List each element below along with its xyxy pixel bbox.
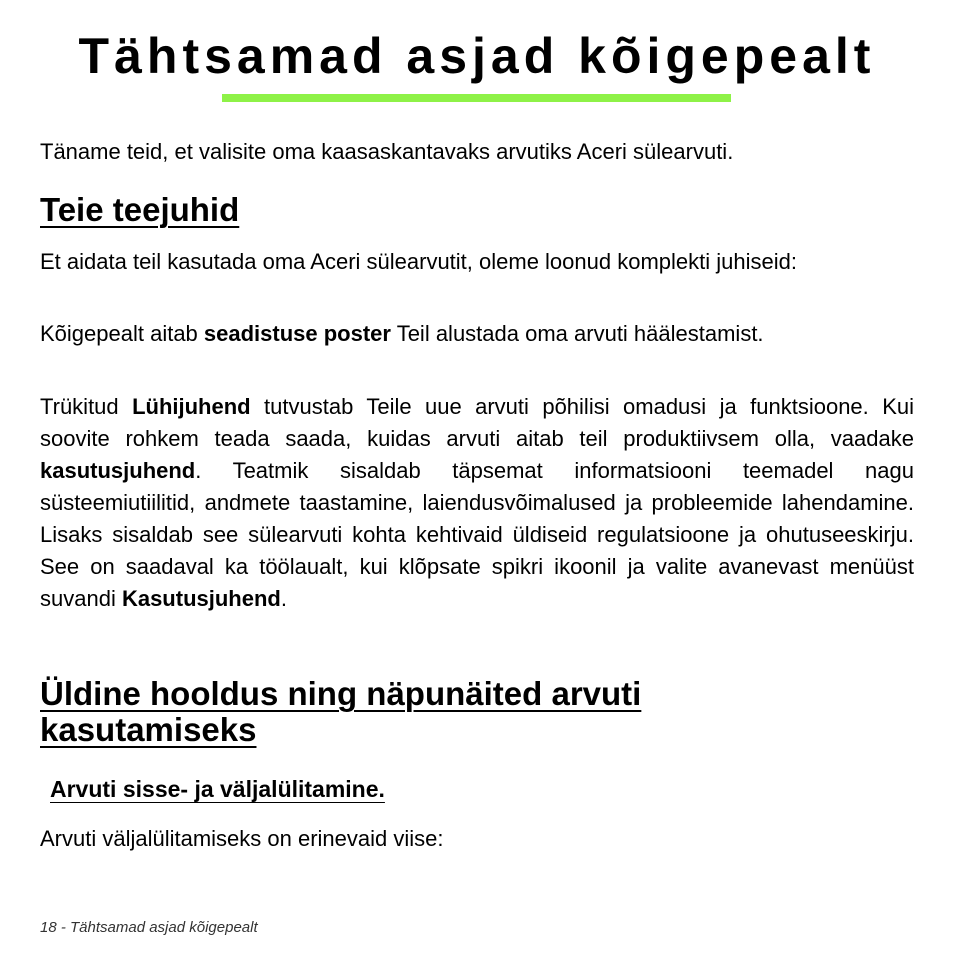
section-heading-care: Üldine hooldus ning näpunäited arvuti kasutamiseks — [40, 675, 642, 748]
bold-setup-poster: seadistuse poster — [203, 321, 391, 346]
guides-paragraph-1: Et aidata teil kasutada oma Aceri sülearvutit, oleme loonud komplekti juhiseid: — [40, 249, 797, 274]
text-span: tutvustab Teile uue arvuti põhilisi omadusi ja funktsioone. Kui soovite rohkem teada saada, kuidas arvuti aitab teil produktiivsem olla, vaadake — [40, 394, 914, 451]
guides-paragraph-2 — [40, 318, 914, 350]
page-footer: 18 - Tähtsamad asjad kõigepealt — [40, 919, 258, 936]
text-span: Teil alustada oma arvuti häälestamist. — [390, 321, 764, 346]
text-span: Trükitud — [40, 394, 133, 419]
title-underline-bar — [222, 94, 731, 102]
intro-paragraph: Täname teid, et valisite oma kaasaskantavaks arvutiks Aceri sülearvuti. — [40, 139, 734, 164]
text-span: . — [280, 586, 287, 611]
guides-paragraph-3 — [40, 391, 914, 615]
section-heading-guides: Teie teejuhid — [40, 191, 240, 228]
bold-quick-guide: Lühijuhend — [132, 394, 251, 419]
text-span: . Teatmik sisaldab täpsemat informatsiooni teemadel nagu süsteemiutiilitid, andmete taastamine, laiendusvõimalused ja probleemide lahendamine. Lisaks sisaldab see sülearvuti kohta kehtivaid üldiseid regulatsioone ja ohutuseeskirju. See on saadaval ka töölaualt, kui klõpsate spikri ikoonil ja valite avanevast menüüst suvandi — [40, 458, 914, 611]
page-title: Tähtsamad asjad kõigepealt — [78, 28, 876, 84]
subheading-power: Arvuti sisse- ja väljalülitamine. — [50, 776, 385, 802]
care-paragraph-1: Arvuti väljalülitamiseks on erinevaid viise: — [40, 826, 444, 851]
bold-user-manual-option: Kasutusjuhend — [121, 586, 281, 611]
text-span: Kõigepealt aitab — [40, 321, 204, 346]
bold-user-manual: kasutusjuhend — [40, 458, 196, 483]
